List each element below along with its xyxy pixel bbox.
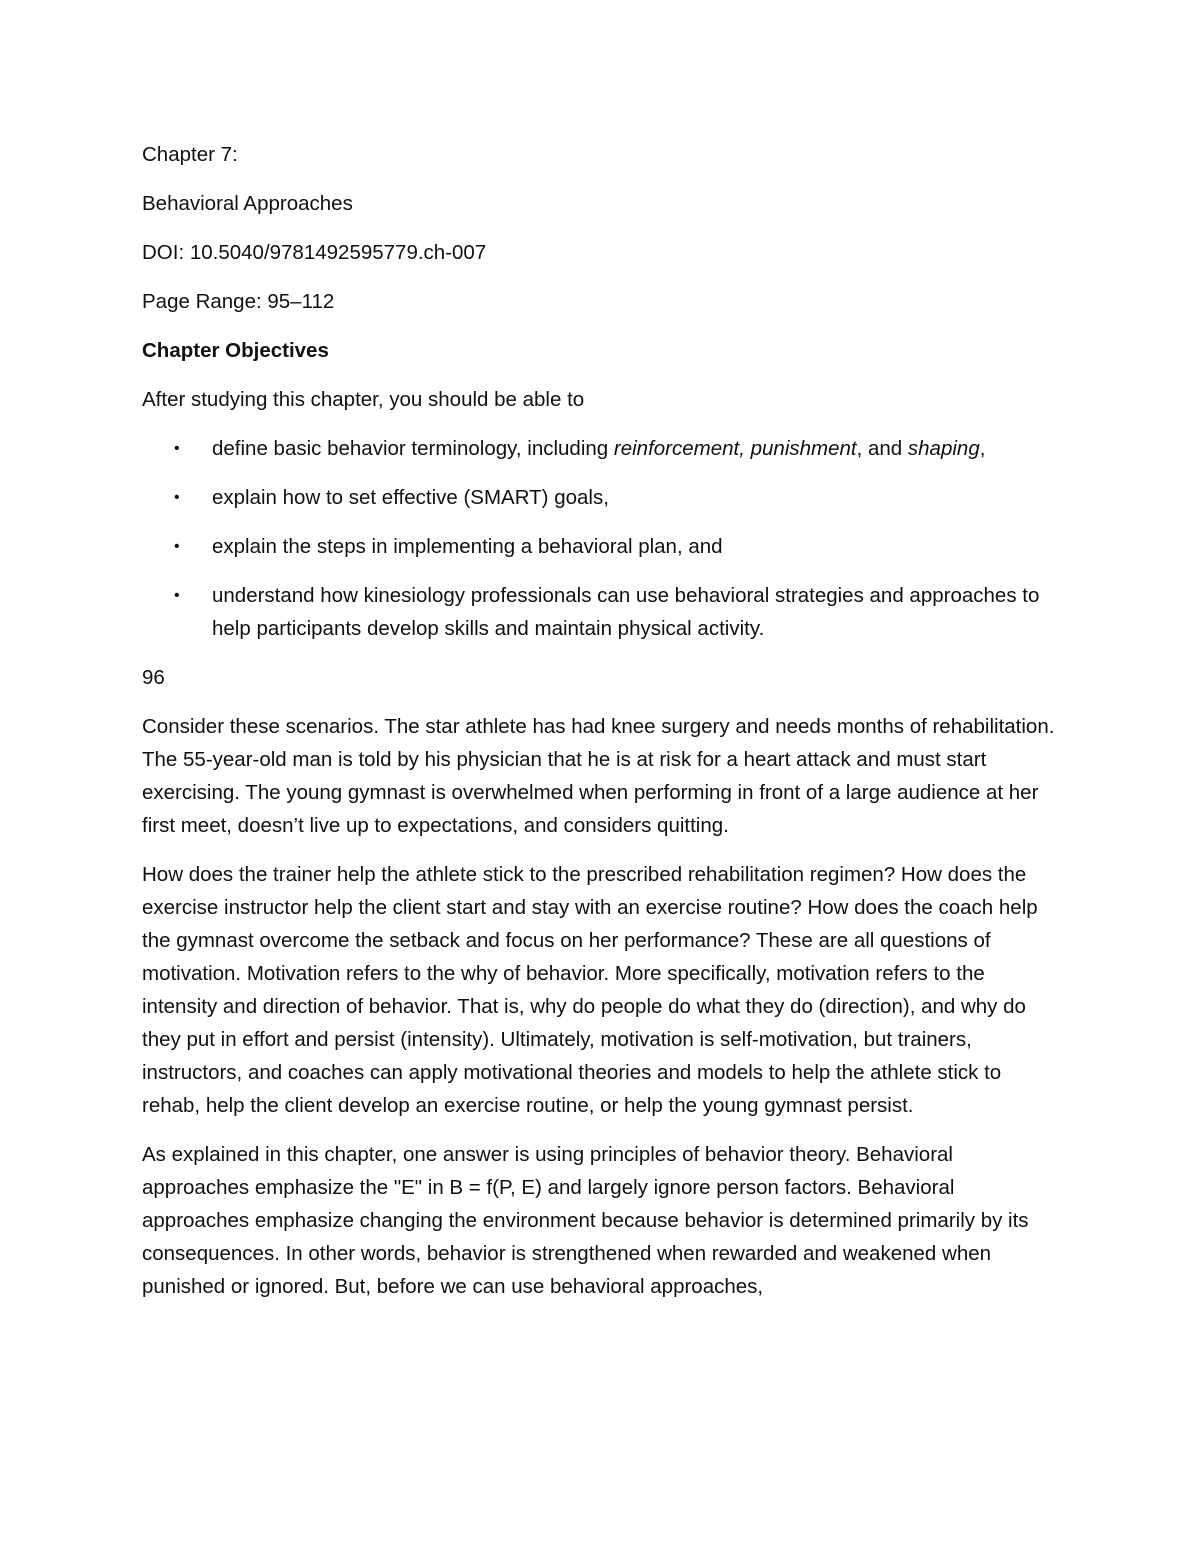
- document-page: [142, 138, 1062, 1319]
- bullet-icon: •: [174, 587, 180, 604]
- list-item: [142, 579, 1062, 645]
- objectives-intro: After studying this chapter, you should be able to: [142, 388, 585, 411]
- page-range: Page Range: 95–112: [142, 290, 335, 313]
- objective-text: , and: [856, 437, 908, 460]
- chapter-number: Chapter 7:: [142, 143, 238, 166]
- objective-term: reinforcement, punishment: [613, 437, 857, 460]
- objective-text: ,: [979, 437, 986, 460]
- bullet-icon: •: [174, 440, 180, 457]
- bullet-icon: •: [174, 489, 180, 506]
- doi-line: DOI: 10.5040/9781492595779.ch-007: [142, 241, 487, 264]
- body-paragraph: As explained in this chapter, one answer is using principles of behavior theory. Behavioral approaches emphasize the "E" in B = f(P, E) and largely ignore person factors. Behavioral approaches emphasize changing the environment because behavior is determined primarily by its consequences. In other words, behavior is strengthened when rewarded and weakened when punished or ignored. But, before we can use behavioral approaches,: [142, 1143, 1029, 1298]
- bullet-icon: •: [174, 538, 180, 555]
- list-item: [142, 481, 1062, 514]
- objective-text: understand how kinesiology professionals can use behavioral strategies and approaches to help participants develop skills and maintain physical activity.: [212, 584, 1040, 640]
- objectives-heading: Chapter Objectives: [142, 339, 329, 362]
- body-paragraph: Consider these scenarios. The star athlete has had knee surgery and needs months of rehabilitation. The 55-year-old man is told by his physician that he is at risk for a heart attack and must start exercising. The young gymnast is overwhelmed when performing in front of a large audience at her first meet, doesn’t live up to expectations, and considers quitting.: [142, 715, 1055, 837]
- objectives-list: [142, 432, 1062, 645]
- objective-text: explain the steps in implementing a behavioral plan, and: [212, 535, 723, 558]
- objective-text: define basic behavior terminology, including: [212, 437, 614, 460]
- list-item: [142, 432, 1062, 465]
- objective-text: explain how to set effective (SMART) goals,: [212, 486, 609, 509]
- chapter-title: Behavioral Approaches: [142, 192, 353, 215]
- body-paragraph: How does the trainer help the athlete stick to the prescribed rehabilitation regimen? How does the exercise instructor help the client start and stay with an exercise routine? How does the coach help the gymnast overcome the setback and focus on her performance? These are all questions of motivation. Motivation refers to the why of behavior. More specifically, motivation refers to the intensity and direction of behavior. That is, why do people do what they do (direction), and why do they put in effort and persist (intensity). Ultimately, motivation is self-motivation, but trainers, instructors, and coaches can apply motivational theories and models to help the athlete stick to rehab, help the client develop an exercise routine, or help the young gymnast persist.: [142, 863, 1038, 1117]
- page-number: 96: [142, 666, 165, 689]
- objective-term: shaping: [907, 437, 980, 460]
- list-item: [142, 530, 1062, 563]
